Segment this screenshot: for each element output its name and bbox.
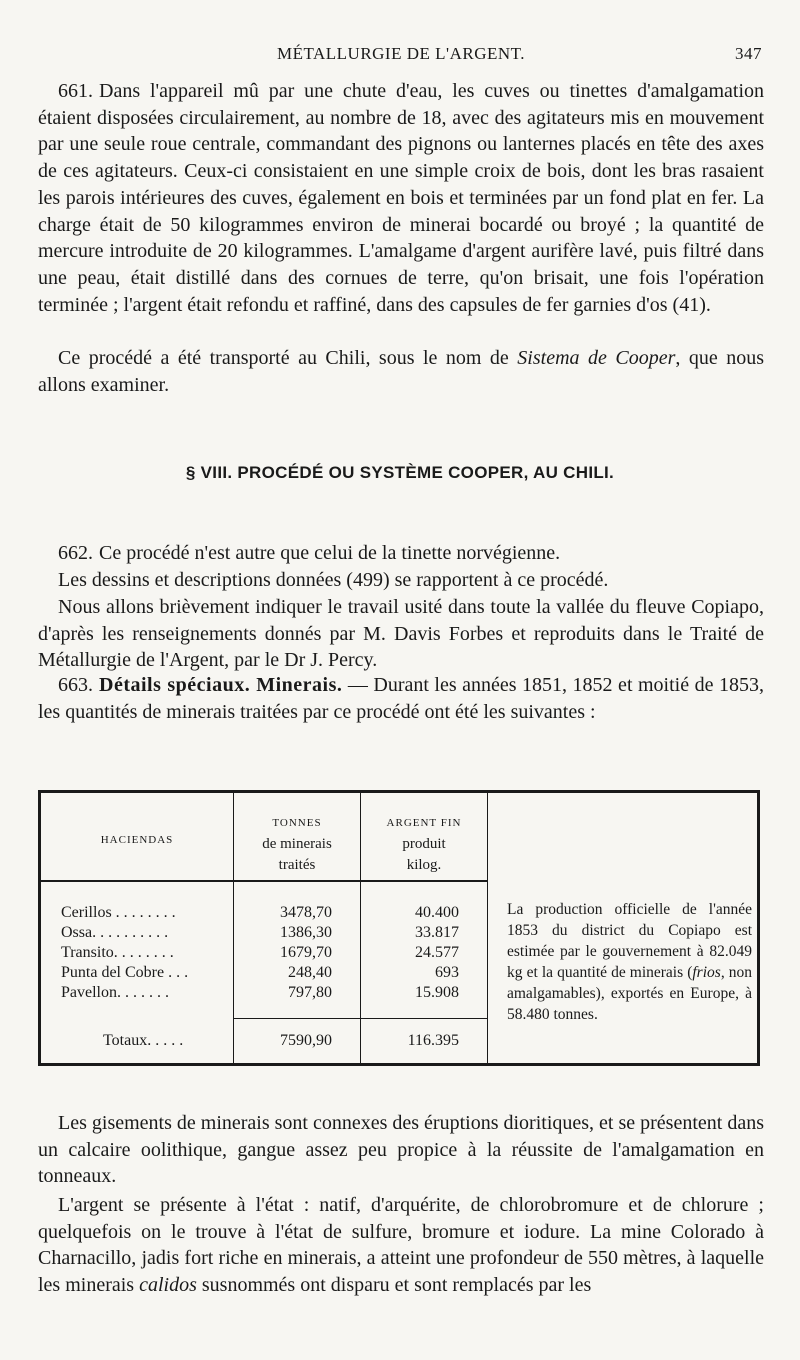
header-rule [41, 880, 487, 882]
italic-term: Sistema de Cooper [517, 347, 676, 369]
text-span: , non amalgamables), exportés en Europe, à 58.480 tonnes. [507, 964, 753, 1023]
table-cell: 248,40 [288, 964, 332, 981]
paragraph-cooper [38, 345, 764, 398]
paragraph-gisements: Les gisements de minerais sont connexes des éruptions dioritiques, et se présentent dans un calcaire oolithique, gangue assez peu propice à la réussite de l'amalgamation en tonneaux. [38, 1112, 764, 1188]
paragraph-nous: Nous allons brièvement indiquer le travail usité dans toute la vallée du fleuve Copiapo, d'après les renseignements donnés par M. Davis Forbes et reproduits dans le Traité de Métallurgie de l'Argent, par le Dr J. Percy. [38, 596, 764, 672]
italic-term: frios [692, 964, 721, 981]
hacienda-names [61, 903, 231, 1003]
table-row-name: Punta del Cobre . . . [61, 964, 189, 981]
italic-term: calidos [139, 1274, 197, 1297]
text-span: Ce procédé a été transporté au Chili, sous le nom de [58, 347, 518, 369]
argent-header [361, 813, 487, 876]
paragraph-text: Ce procédé n'est autre que celui de la tinette norvégienne. [99, 542, 561, 564]
table-cell: 40.400 [415, 904, 459, 921]
paragraph-text: — Durant les années 1851, 1852 et moitié de 1853, les quantités de minerais traitées par ce procédé ont été les suivantes : [38, 674, 764, 723]
header-line: produit [402, 836, 446, 852]
header-text: HACIENDAS [100, 834, 174, 846]
text-span: susnommés ont disparu et sont remplacés par les [196, 1274, 592, 1297]
column-divider [487, 793, 488, 1063]
table-row-name: Ossa. . . . . . . . . . [61, 924, 169, 941]
paragraph-663 [38, 672, 764, 725]
paragraph-number: 661. [58, 80, 93, 102]
header-line: traités [278, 857, 316, 873]
table-cell: 3478,70 [280, 904, 332, 921]
paragraph-dessins: Les dessins et descriptions données (499) se rapportent à ce procédé. [58, 569, 609, 591]
running-title: MÉTALLURGIE DE L'ARGENT. [276, 44, 526, 63]
total-tonnes: 7590,90 [280, 1032, 332, 1049]
table-cell: 1386,30 [280, 924, 332, 941]
table-row-name: Pavellon. . . . . . . [61, 984, 169, 1001]
section-title: § VIII. PROCÉDÉ OU SYSTÈME COOPER, AU CHILI. [185, 463, 615, 482]
paragraph-text: Dans l'appareil mû par une chute d'eau, les cuves ou tinettes d'amalgamation étaient disposées circulairement, au nombre de 18, avec des agitateurs mis en mouvement par une seule roue centrale, commandant des pignons ou lanternes placés en tête des axes de ces agitateurs. Ceux-ci consistaient en une simple croix de bois, dont les bras rasaient les parois intérieures des cuves, également en bois et terminées par un fond plat en fer. La charge était de 50 kilogrammes environ de minerai bocardé ou broyé ; la quantité de mercure introduite de 20 kilogrammes. L'amalgame d'argent aurifère lavé, puis filtré dans une peau, était distillé dans des cornues de terre, qu'on brisait, une fois l'opération terminée ; l'argent était refondu et raffiné, dans des capsules de fer garnies d'os (41). [38, 80, 764, 316]
production-table [38, 790, 760, 1066]
haciendas-header [41, 829, 233, 851]
tonnes-header [234, 813, 360, 876]
table-cell: 797,80 [288, 984, 332, 1001]
table-row-name: Transito. . . . . . . . [61, 944, 174, 961]
total-rule [233, 1018, 487, 1019]
header-line: kilog. [406, 857, 442, 873]
paragraph-number: 662. [58, 542, 93, 564]
paragraph-662 [38, 540, 764, 567]
paragraph-argent [38, 1192, 764, 1299]
table-cell: 1679,70 [280, 944, 332, 961]
table-cell: 693 [435, 964, 459, 981]
table-cell: 33.817 [415, 924, 459, 941]
paragraph-number: 663. [58, 674, 93, 696]
paragraph-heading: Détails spéciaux. Minerais. [99, 674, 343, 696]
text-span: L'argent se présente à l'état : natif, d'arquérite, de chlorobromure et de chlorure ; quelquefois on le trouve à l'état de sulfure, bromure et iodure. La mine Colorado à Charnacillo, jadis fort riche en minerais, a atteint une profondeur de 550 mètres, à laquelle les minerais [38, 1194, 764, 1297]
header-line: ARGENT FIN [386, 817, 462, 829]
table-note [507, 899, 752, 1025]
table-cell: 24.577 [415, 944, 459, 961]
argent-values [361, 903, 459, 1003]
table-cell: 15.908 [415, 984, 459, 1001]
total-argent: 116.395 [407, 1032, 459, 1049]
total-label: Totaux. . . . . [103, 1032, 184, 1049]
text-span: La production officielle de l'année 1853 du district du Copiapo est estimée par le gouvernement à 82.049 kg et la quantité de minerais ( [507, 901, 752, 981]
paragraph-661 [38, 78, 764, 318]
page-number: 347 [735, 44, 762, 63]
tonnes-values [234, 903, 332, 1003]
header-line: TONNES [272, 817, 322, 829]
table-row-name: Cerillos . . . . . . . . [61, 904, 176, 921]
header-line: de minerais [262, 836, 332, 852]
text-span: , que nous allons examiner. [38, 347, 764, 396]
